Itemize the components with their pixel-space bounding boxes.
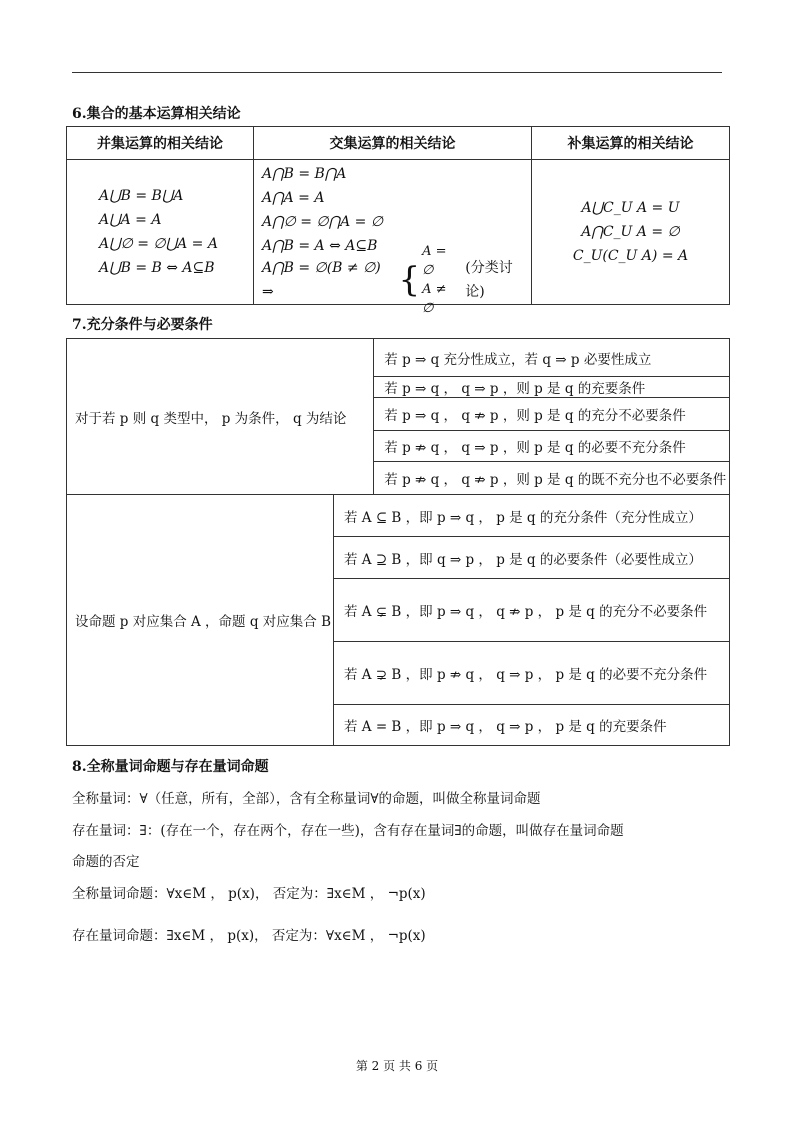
group1-row: 若 p ⇒ q 充分性成立，若 q ⇒ p 必要性成立: [374, 339, 730, 377]
section7-title: 7.充分条件与必要条件: [72, 317, 213, 333]
group1-row: 若 p ⇏ q ， q ⇒ p ，则 p 是 q 的必要不充分条件: [374, 431, 730, 462]
universal-negation: 全称量词命题：∀x∈M ， p(x)， 否定为：∃x∈M ， ¬p(x): [72, 886, 426, 902]
intersection-case-lead: A⋂B = ∅(B ≠ ∅) ⇒: [262, 260, 381, 300]
union-line: A⋃B = B⋃A: [99, 188, 184, 204]
group2-row: 若 A ⊊ B ，即 p ⇒ q ， q ⇏ p ， p 是 q 的充分不必要条件: [334, 579, 730, 642]
existential-quantifier-text: 存在量词：∃：(存在一个，存在两个，存在一些)，含有存在量词∃的命题，叫做存在量词命题: [72, 823, 624, 839]
intersection-line: A⋂B = B⋂A: [262, 166, 347, 182]
conditions-table: [66, 338, 730, 746]
intersection-case-1: A = ∅: [422, 244, 447, 278]
group2-row: 若 A ⊇ B ，即 q ⇒ p ， p 是 q 的必要条件（必要性成立）: [334, 537, 730, 579]
union-line: A⋃∅ = ∅⋃A = A: [99, 236, 218, 252]
set-operations-table: [66, 126, 730, 316]
intersection-case-2: A ≠ ∅: [422, 282, 447, 316]
group1-label: 对于若 p 则 q 类型中， p 为条件， q 为结论: [67, 339, 374, 495]
group2-row: 若 A ⊋ B ，即 p ⇏ q ， q ⇒ p ， p 是 q 的必要不充分条件: [334, 642, 730, 705]
union-cell: [67, 160, 254, 305]
group2-row: 若 A ⊆ B ，即 p ⇒ q ， p 是 q 的充分条件（充分性成立）: [334, 495, 730, 537]
union-line: A⋃B = B ⇔ A⊆B: [99, 260, 215, 276]
universal-quantifier-text: 全称量词：∀（任意，所有，全部），含有全称量词∀的命题，叫做全称量词命题: [72, 791, 541, 807]
complement-line: A⋂C_U A = ∅: [581, 224, 680, 240]
group2-label: 设命题 p 对应集合 A ，命题 q 对应集合 B: [67, 495, 334, 746]
union-line: A⋃A = A: [99, 212, 162, 228]
page-footer: 第 2 页 共 6 页: [355, 1059, 439, 1073]
section6-title: 6.集合的基本运算相关结论: [72, 106, 241, 122]
complement-cell: [532, 160, 730, 305]
intersection-header: 交集运算的相关结论: [254, 127, 532, 160]
complement-header: 补集运算的相关结论: [532, 127, 730, 160]
intersection-case-note: (分类讨论): [465, 260, 513, 300]
group1-row: 若 p ⇒ q ， q ⇒ p ，则 p 是 q 的充要条件: [374, 377, 730, 398]
section8-title: 8.全称量词命题与存在量词命题: [72, 759, 269, 775]
union-header: 并集运算的相关结论: [67, 127, 254, 160]
group1-row: 若 p ⇒ q ， q ⇏ p ，则 p 是 q 的充分不必要条件: [374, 398, 730, 431]
header-rule: [72, 72, 722, 73]
complement-line: A⋃C_U A = U: [581, 200, 680, 216]
left-brace: {: [398, 260, 421, 300]
intersection-cell: [254, 160, 532, 316]
intersection-line: A⋂A = A: [262, 190, 325, 206]
intersection-line: A⋂B = A ⇔ A⊆B: [262, 238, 378, 254]
negation-heading: 命题的否定: [72, 854, 140, 870]
complement-line: C_U(C_U A) = A: [572, 248, 689, 264]
group1-row: 若 p ⇏ q ， q ⇏ p ，则 p 是 q 的既不充分也不必要条件: [374, 462, 730, 495]
intersection-line: A⋂∅ = ∅⋂A = ∅: [262, 214, 384, 230]
group2-row: 若 A = B ，即 p ⇒ q ， q ⇒ p ， p 是 q 的充要条件: [334, 705, 730, 746]
existential-negation: 存在量词命题：∃x∈M ， p(x)， 否定为：∀x∈M ， ¬p(x): [72, 928, 426, 944]
